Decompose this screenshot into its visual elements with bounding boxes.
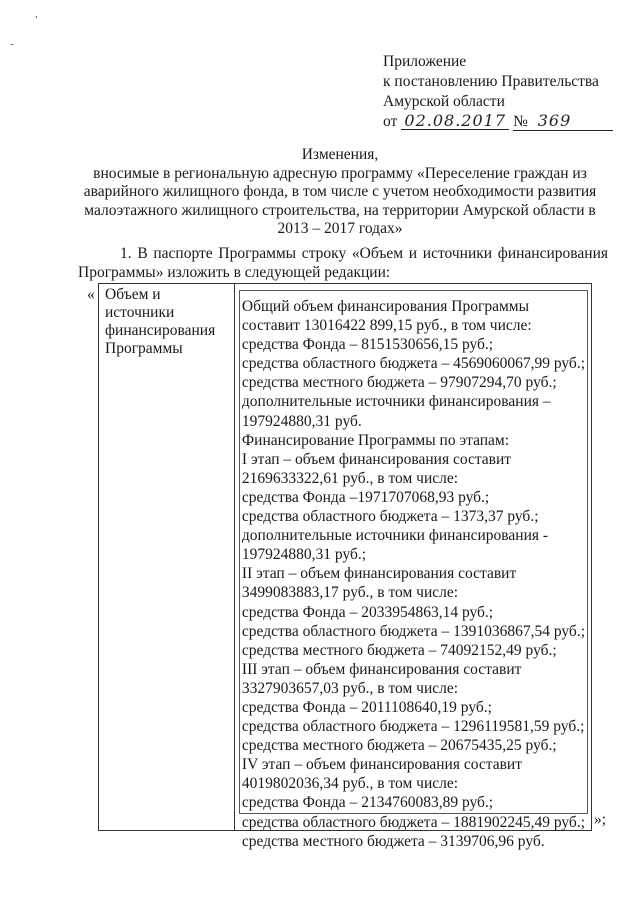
appendix-line: Приложение [383, 53, 467, 70]
appendix-line: к постановлению Правительства [383, 73, 599, 90]
financing-line: средства областного бюджета – 1881902245,49 руб.; [241, 813, 585, 831]
scan-mark: - [10, 38, 14, 50]
financing-lines [239, 290, 588, 850]
financing-line: I этап – объем финансирования составит [241, 450, 512, 468]
scan-mark: , [35, 8, 38, 20]
number-prefix: № [513, 113, 528, 130]
financing-line: Финансирование Программы по этапам: [241, 431, 510, 449]
financing-line: IV этап – объем финансирования составит [241, 756, 522, 774]
financing-line: 4019802036,34 руб., в том числе: [241, 775, 459, 793]
financing-line: 197924880,31 руб.; [241, 546, 367, 564]
document-title [60, 146, 620, 239]
intro-text: 1. В паспорте Программы строку «Объем и источники финансирования Программы» изложить в следующей редакции: [78, 245, 608, 281]
financing-line: средства Фонда – 2134760083,89 руб.; [241, 794, 494, 812]
financing-line: 197924880,31 руб. [241, 412, 362, 430]
financing-line: 3499083883,17 руб., в том числе: [241, 584, 459, 602]
financing-line: дополнительные источники финансирования – [241, 393, 551, 411]
handwritten-number: 369 [537, 111, 572, 130]
financing-line: средства областного бюджета – 1296119581,59 руб.; [241, 718, 585, 736]
title-line: малоэтажного жилищного строительства, на территории Амурской области в [84, 201, 596, 219]
closing-quote: »; [594, 811, 607, 828]
passport-table [98, 283, 592, 850]
title-line: аварийного жилищного фонда, в том числе с учетом необходимости развития [83, 183, 597, 200]
financing-line: средства местного бюджета – 3139706,96 руб. [241, 832, 545, 850]
financing-line: средства Фонда – 8151530656,15 руб.; [241, 336, 494, 354]
passport-label: Объем и источники финансирования Программы [105, 286, 216, 357]
intro-paragraph [78, 245, 608, 282]
financing-line: средства местного бюджета – 74092152,49 руб.; [241, 641, 557, 659]
title-line: 2013 – 2017 годах» [277, 220, 403, 237]
financing-line: 3327903657,03 руб., в том числе: [241, 679, 459, 697]
financing-line: средства местного бюджета – 97907294,70 руб.; [241, 374, 557, 392]
passport-row [99, 284, 592, 831]
title-line: Изменения, [301, 146, 379, 163]
financing-line: составит 13016422 899,15 руб., в том числе: [241, 317, 532, 335]
appendix-date-line [383, 112, 623, 132]
financing-line: средства Фонда – 2033954863,14 руб.; [241, 603, 494, 621]
financing-line: средства Фонда –1971707068,93 руб.; [241, 488, 490, 506]
financing-line: средства областного бюджета – 1391036867,54 руб.; [241, 622, 585, 640]
opening-quote: « [87, 286, 95, 303]
financing-line: средства областного бюджета – 4569060067,99 руб.; [241, 355, 585, 373]
financing-line: дополнительные источники финансирования - [241, 527, 549, 545]
appendix-line: Амурской области [383, 93, 505, 110]
financing-line: средства Фонда – 2011108640,19 руб.; [241, 698, 492, 716]
passport-label-cell [99, 284, 235, 831]
number-field [513, 113, 613, 131]
handwritten-date: 02.08.2017 [401, 113, 509, 130]
financing-line: 2169633322,61 руб., в том числе: [241, 469, 459, 487]
appendix-header [383, 52, 623, 132]
title-line: вносимые в региональную адресную программу «Переселение граждан из [93, 164, 587, 182]
financing-line: Общий объем финансирования Программы [241, 298, 530, 315]
financing-line: III этап – объем финансирования составит [241, 660, 522, 678]
financing-line: средства областного бюджета – 1373,37 руб.; [241, 508, 539, 526]
financing-line: средства местного бюджета – 20675435,25 руб.; [241, 737, 557, 755]
financing-line: II этап – объем финансирования составит [241, 565, 517, 583]
passport-value-cell [234, 284, 591, 850]
date-prefix: от [383, 113, 398, 130]
